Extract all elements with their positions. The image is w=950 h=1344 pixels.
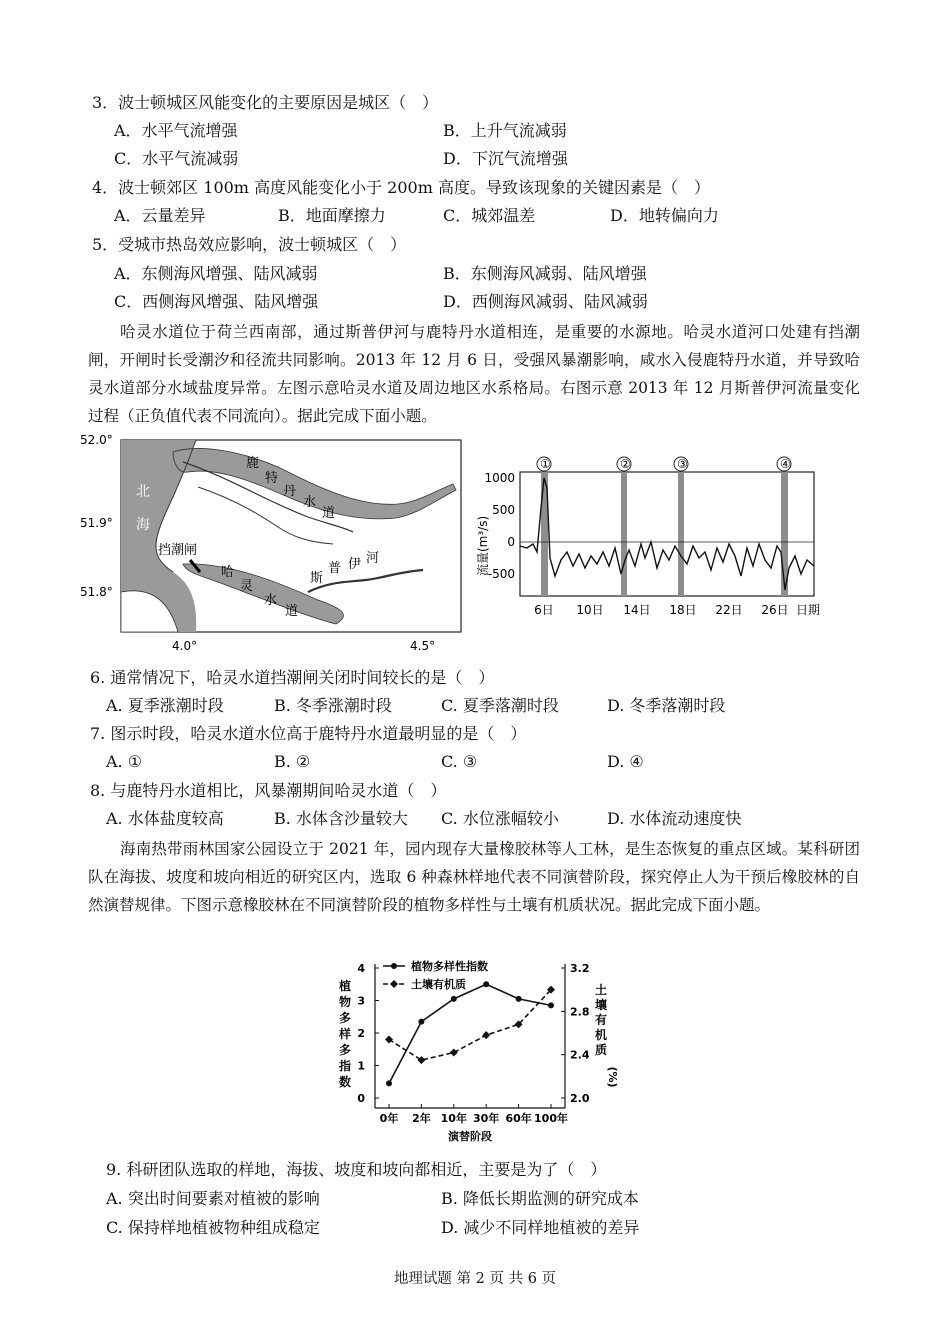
spui-label-2: 普 — [328, 561, 342, 576]
q8-option-a: A. 水体盐度较高 — [106, 809, 224, 828]
q3-stem: 3．波士顿城区风能变化的主要原因是城区（ ） — [92, 93, 439, 112]
left-axis-title-char: 指 — [338, 1059, 352, 1073]
north-sea-label-2: 海 — [136, 517, 150, 533]
diversity-point — [418, 1019, 424, 1025]
diversity-point — [483, 981, 489, 987]
q5-option-a: A．东侧海风增强、陆风减弱 — [114, 264, 318, 283]
q9-stem: 9. 科研团队选取的样地，海拔、坡度和坡向都相近，主要是为了（ ） — [106, 1160, 607, 1179]
q6-stem: 6. 通常情况下，哈灵水道挡潮闸关闭时间较长的是（ ） — [90, 668, 495, 687]
rotterdam-label-4: 水 — [303, 495, 317, 510]
organic-matter-point — [417, 1056, 425, 1064]
x-tick-14: 14日 — [623, 603, 651, 617]
legend-label-2: 土壤有机质 — [411, 978, 466, 991]
q9-option-b: B. 降低长期监测的研究成本 — [441, 1189, 639, 1208]
right-axis-title-unit: (%) — [606, 1066, 619, 1088]
marker-2: ② — [620, 457, 631, 471]
q5-option-d: D．西侧海风减弱、陆风减弱 — [443, 292, 648, 311]
left-axis-title-char: 多 — [338, 1043, 352, 1057]
right-tick-label: 2.4 — [570, 1048, 590, 1062]
q6-option-b: B. 冬季涨潮时段 — [274, 696, 392, 715]
q6-option-a: A. 夏季涨潮时段 — [106, 696, 224, 715]
haringvliet-map — [78, 432, 468, 653]
y-tick-neg500: -500 — [487, 567, 515, 581]
q4-option-d: D．地转偏向力 — [610, 206, 719, 225]
q6-option-c: C. 夏季落潮时段 — [441, 696, 559, 715]
right-axis-title-char: 土 — [594, 983, 608, 997]
lon-label-45: 4.5° — [410, 639, 436, 653]
x-tick-10: 10日 — [576, 603, 604, 617]
diversity-point — [451, 996, 457, 1002]
organic-matter-point — [450, 1049, 458, 1057]
diversity-point — [516, 996, 522, 1002]
rotterdam-label-1: 鹿 — [246, 456, 260, 471]
diversity-point — [386, 1080, 392, 1086]
right-axis-title-char: 质 — [594, 1043, 608, 1057]
right-tick-label: 3.2 — [570, 962, 590, 975]
q8-stem: 8. 与鹿特丹水道相比，风暴潮期间哈灵水道（ ） — [90, 781, 447, 800]
marker-4: ④ — [780, 457, 791, 471]
spui-label-3: 伊 — [348, 557, 362, 572]
q4-option-b: B．地面摩擦力 — [278, 206, 386, 225]
left-tick-label: 4 — [357, 962, 365, 975]
left-tick-label: 1 — [357, 1059, 365, 1073]
rotterdam-label-5: 道 — [322, 506, 336, 521]
q4-option-a: A．云量差异 — [114, 206, 206, 225]
x-tick-label: 10年 — [440, 1112, 467, 1125]
q7-option-b: B. ② — [274, 752, 311, 771]
x-unit: 日期 — [795, 603, 821, 617]
x-tick-6: 6日 — [534, 603, 554, 617]
legend-marker-1 — [391, 963, 397, 969]
left-axis-title-char: 多 — [338, 1011, 352, 1025]
left-axis-title-char: 数 — [338, 1075, 352, 1089]
rotterdam-label-2: 特 — [265, 471, 279, 486]
left-axis-title-char: 样 — [338, 1027, 352, 1041]
q7-option-c: C. ③ — [441, 752, 478, 771]
right-tick-label: 2.0 — [570, 1092, 590, 1105]
x-axis-title: 演替阶段 — [448, 1130, 492, 1143]
x-tick-26: 26日 — [761, 603, 789, 617]
north-sea-label-1: 北 — [136, 484, 150, 500]
organic-matter-point — [482, 1031, 490, 1039]
x-tick-label: 100年 — [534, 1112, 568, 1125]
lat-label-519: 51.9° — [80, 516, 113, 530]
q3-option-d: D．下沉气流增强 — [443, 149, 568, 168]
organic-matter-point — [385, 1036, 393, 1044]
x-tick-label: 0年 — [379, 1112, 399, 1125]
x-tick-label: 60年 — [505, 1112, 532, 1125]
series-line-1 — [389, 984, 551, 1083]
left-tick-label: 2 — [357, 1027, 365, 1040]
right-tick-label: 2.8 — [570, 1005, 590, 1019]
q3-option-a: A．水平气流增强 — [114, 121, 238, 140]
lat-label-52: 52.0° — [80, 433, 113, 447]
q9-option-c: C. 保持样地植被物种组成稳定 — [106, 1218, 320, 1237]
spui-flow-chart — [475, 448, 835, 628]
left-tick-label: 3 — [357, 994, 365, 1008]
y-tick-0: 0 — [507, 535, 515, 549]
y-tick-1000: 1000 — [484, 471, 515, 485]
haringvliet-label-2: 灵 — [240, 579, 254, 594]
lon-label-40: 4.0° — [172, 639, 198, 653]
passage-rubber-forest: 海南热带雨林国家公园设立于 2021 年，园内现存大量橡胶林等人工林，是生态恢复的重点区域。某科研团队在海拔、坡度和坡向相近的研究区内，选取 6 种森林样地代表不同演替阶段，探究停止人为干预后橡胶林的自然演替规律。下图示意橡胶林在不同演替阶段的植物多样性与土壤有机质状况。据此完成下面小题。 — [88, 840, 860, 914]
spui-label-4: 河 — [366, 551, 380, 566]
right-axis-title-char: 壤 — [594, 998, 608, 1012]
q6-option-d: D. 冬季落潮时段 — [607, 696, 726, 715]
x-tick-18: 18日 — [669, 603, 697, 617]
x-tick-label: 2年 — [412, 1112, 431, 1125]
haringvliet-label-1: 哈 — [221, 565, 235, 580]
rotterdam-label-3: 丹 — [283, 484, 297, 499]
left-tick-label: 0 — [357, 1092, 365, 1105]
marker-1: ① — [540, 457, 551, 471]
page-footer: 地理试题 第 2 页 共 6 页 — [393, 1271, 557, 1287]
gate-label: 挡潮闸 — [158, 543, 198, 558]
right-axis-title-char: 有 — [594, 1013, 608, 1027]
spui-label-1: 斯 — [310, 571, 324, 586]
q4-option-c: C．城郊温差 — [443, 206, 536, 225]
q7-option-a: A. ① — [106, 752, 143, 771]
x-tick-label: 30年 — [473, 1112, 500, 1125]
q5-option-c: C．西侧海风增强、陆风增强 — [114, 292, 319, 311]
left-axis-title-char: 物 — [338, 995, 352, 1009]
q7-option-d: D. ④ — [607, 752, 644, 771]
haringvliet-label-4: 道 — [285, 604, 299, 619]
y-tick-500: 500 — [492, 503, 515, 517]
left-axis-title-char: 植 — [338, 979, 352, 993]
q3-option-c: C．水平气流减弱 — [114, 149, 239, 168]
q7-stem: 7. 图示时段，哈灵水道水位高于鹿特丹水道最明显的是（ ） — [90, 724, 527, 743]
legend-label-1: 植物多样性指数 — [411, 960, 488, 973]
q5-stem: 5．受城市热岛效应影响，波士顿城区（ ） — [92, 235, 407, 254]
diversity-point — [548, 1002, 554, 1008]
succession-chart — [335, 950, 619, 1156]
right-axis-title-char: 机 — [594, 1028, 608, 1042]
q9-option-d: D. 减少不同样地植被的差异 — [441, 1218, 640, 1237]
q8-option-b: B. 水体含沙量较大 — [274, 809, 408, 828]
q8-option-d: D. 水体流动速度快 — [607, 809, 742, 828]
q3-option-b: B．上升气流减弱 — [443, 121, 567, 140]
q4-stem: 4．波士顿郊区 100m 高度风能变化小于 200m 高度。导致该现象的关键因素是（ ） — [92, 178, 710, 197]
q5-option-b: B．东侧海风减弱、陆风增强 — [443, 264, 647, 283]
passage-haringvliet: 哈灵水道位于荷兰西南部，通过斯普伊河与鹿特丹水道相连，是重要的水源地。哈灵水道河口处建有挡潮闸，开闸时长受潮汐和径流共同影响。2013 年 12 月 6 日，受强风暴潮影响，咸水入侵鹿特丹水道，并导致哈灵水道部分水域盐度异常。左图示意哈灵水道及周边地区水系格局。右图示意 2013 年 12 月斯普伊河流量变化过程（正负值代表不同流向）。据此完成下面小题。 — [88, 323, 860, 425]
marker-3: ③ — [677, 457, 688, 471]
q8-option-c: C. 水位涨幅较小 — [441, 809, 559, 828]
x-tick-22: 22日 — [715, 603, 743, 617]
legend-marker-2 — [390, 980, 398, 988]
lat-label-518: 51.8° — [80, 585, 113, 599]
haringvliet-label-3: 水 — [264, 593, 278, 608]
flow-y-label: 流量(m³/s) — [476, 515, 490, 576]
q9-option-a: A. 突出时间要素对植被的影响 — [106, 1189, 320, 1208]
